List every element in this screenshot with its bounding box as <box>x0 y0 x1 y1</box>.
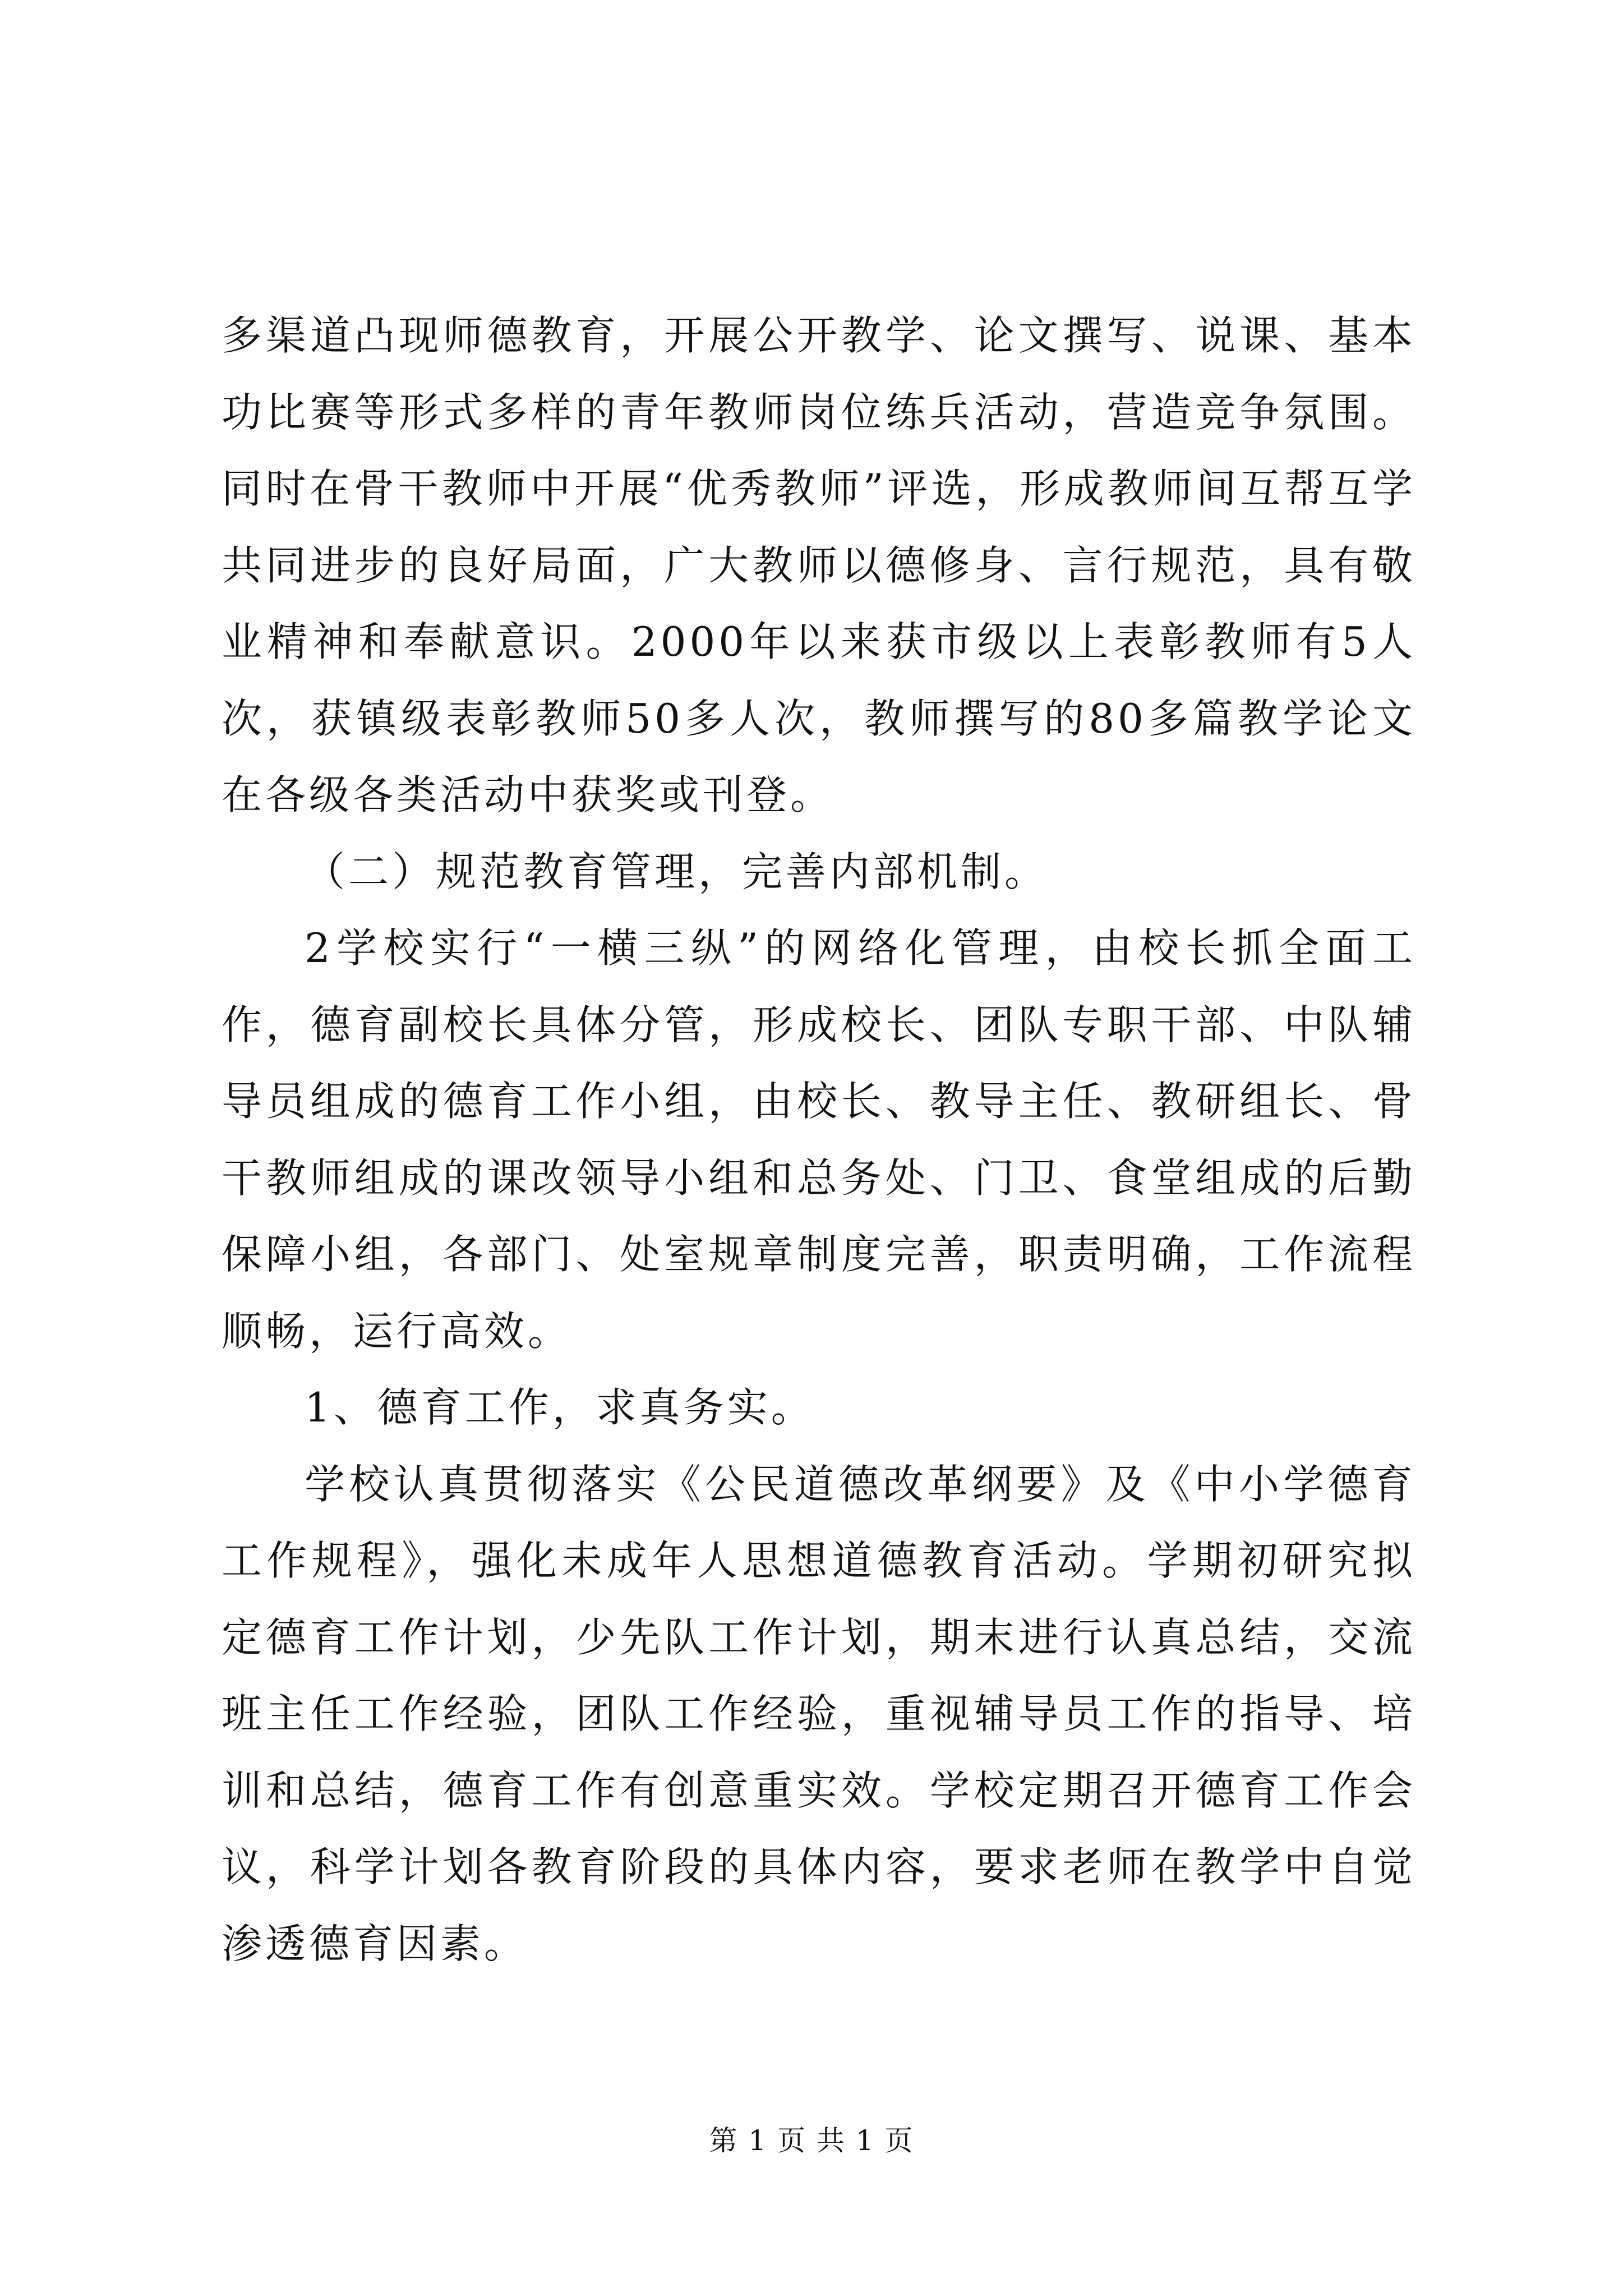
document-body <box>222 297 1416 1982</box>
paragraph-management: 2学校实行“一横三纵”的网络化管理，由校长抓全面工作，德育副校长具体分管，形成校长、团队专职干部、中队辅导员组成的德育工作小组，由校长、教导主任、教研组长、骨干教师组成的课改领导小组和总务处、门卫、食堂组成的后勤保障小组，各部门、处室规章制度完善，职责明确，工作流程顺畅，运行高效。 <box>222 924 1416 1355</box>
paragraph-moral-education: 学校认真贯彻落实《公民道德改革纲要》及《中小学德育工作规程》，强化未成年人思想道德教育活动。学期初研究拟定德育工作计划，少先队工作计划，期末进行认真总结，交流班主任工作经验，团队工作经验，重视辅导员工作的指导、培训和总结，德育工作有创意重实效。学校定期召开德育工作会议，科学计划各教育阶段的具体内容，要求老师在教学中自觉渗透德育因素。 <box>222 1460 1416 1967</box>
subsection-heading-1: 1、德育工作，求真务实。 <box>305 1384 815 1431</box>
section-heading-2: （二）规范教育管理，完善内部机制。 <box>305 848 1049 895</box>
paragraph-continuation: 多渠道凸现师德教育，开展公开教学、论文撰写、说课、基本功比赛等形式多样的青年教师岗位练兵活动，营造竞争氛围。同时在骨干教师中开展“优秀教师”评选，形成教师间互帮互学共同进步的良好局面，广大教师以德修身、言行规范，具有敬业精神和奉献意识。2000年以来获市级以上表彰教师有5人次，获镇级表彰教师50多人次，教师撰写的80多篇教学论文在各级各类活动中获奖或刊登。 <box>222 312 1416 818</box>
page-footer: 第 1 页 共 1 页 <box>709 2124 914 2157</box>
